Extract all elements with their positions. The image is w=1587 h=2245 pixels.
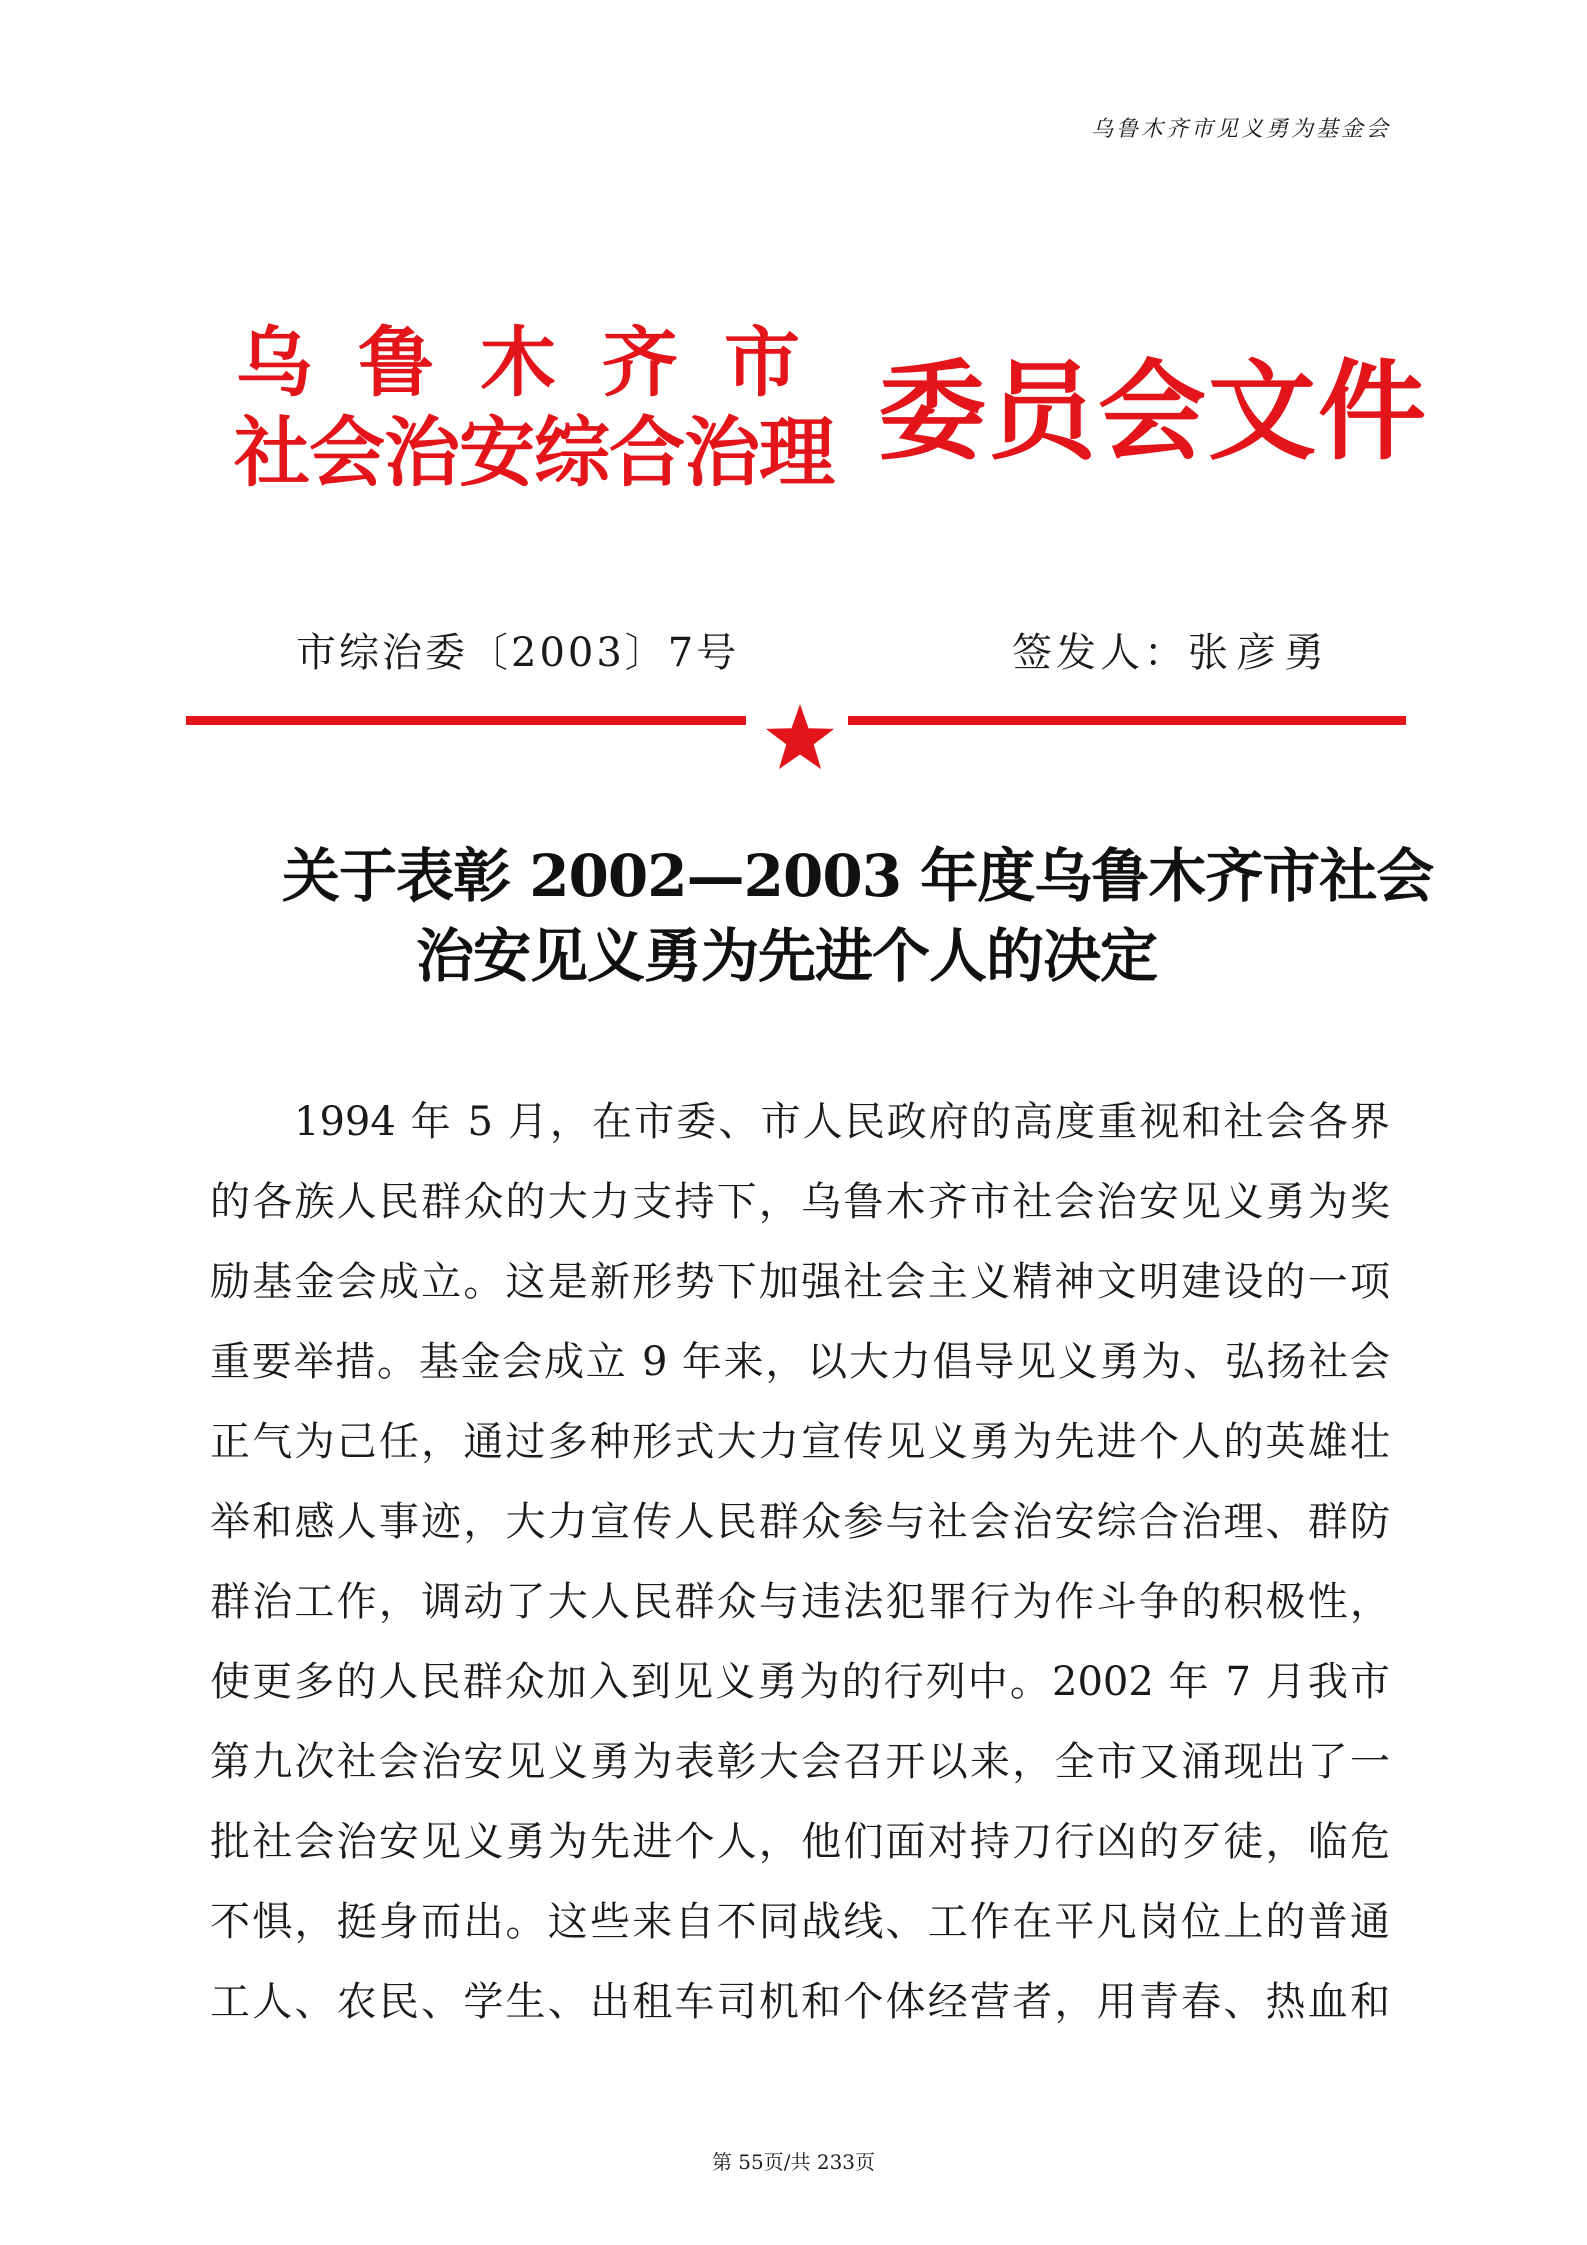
divider-line-left (186, 716, 746, 725)
body-line: 工人、农民、学生、出租车司机和个体经营者，用青春、热血和 (210, 1979, 1390, 2025)
issuer-label: 签发人： (1012, 630, 1188, 676)
masthead (0, 0, 1587, 560)
body-line: 批社会治安见义勇为先进个人，他们面对持刀行凶的歹徒，临危 (210, 1819, 1390, 1865)
masthead-right: 委员会文件 (878, 349, 1429, 475)
red-divider (186, 702, 1406, 772)
body-line: 的各族人民群众的大力支持下，乌鲁木齐市社会治安见义勇为奖 (210, 1179, 1390, 1225)
body-line: 1994 年 5 月，在市委、市人民政府的高度重视和社会各界 (294, 1099, 1390, 1145)
body-text (210, 1082, 1390, 2042)
divider-line-right (848, 716, 1406, 725)
star-icon (766, 704, 834, 769)
issuer-name: 张彦勇 (1188, 630, 1332, 676)
body-line: 不惧，挺身而出。这些来自不同战线、工作在平凡岗位上的普通 (210, 1899, 1390, 1945)
issuer (1012, 628, 1332, 678)
body-line: 群治工作，调动了大人民群众与违法犯罪行为作斗争的积极性， (210, 1579, 1390, 1625)
body-line: 正气为己任，通过多种形式大力宣传见义勇为先进个人的英雄壮 (210, 1419, 1390, 1465)
document-title-line-2: 治安见义勇为先进个人的决定 (416, 922, 1158, 990)
body-line: 使更多的人民群众加入到见义勇为的行列中。2002 年 7 月我市 (210, 1659, 1390, 1705)
document-title-line-1: 关于表彰 2002—2003 年度乌鲁木齐市社会 (282, 842, 1434, 910)
organization-header: 乌鲁木齐市见义勇为基金会 (1090, 117, 1391, 142)
page-number: 第 55页/共 233页 (711, 2150, 876, 2174)
body-line: 第九次社会治安见义勇为表彰大会召开以来，全市又涌现出了一 (210, 1739, 1390, 1785)
body-line: 重要举措。基金会成立 9 年来，以大力倡导见义勇为、弘扬社会 (210, 1339, 1390, 1385)
body-line: 举和感人事迹，大力宣传人民群众参与社会治安综合治理、群防 (210, 1499, 1390, 1545)
document-number: 市综治委〔2003〕7号 (296, 630, 740, 676)
masthead-line-1: 乌鲁木齐市 (236, 318, 846, 407)
body-line: 励基金会成立。这是新形势下加强社会主义精神文明建设的一项 (210, 1259, 1390, 1305)
masthead-line-2: 社会治安综合治理 (234, 408, 834, 497)
